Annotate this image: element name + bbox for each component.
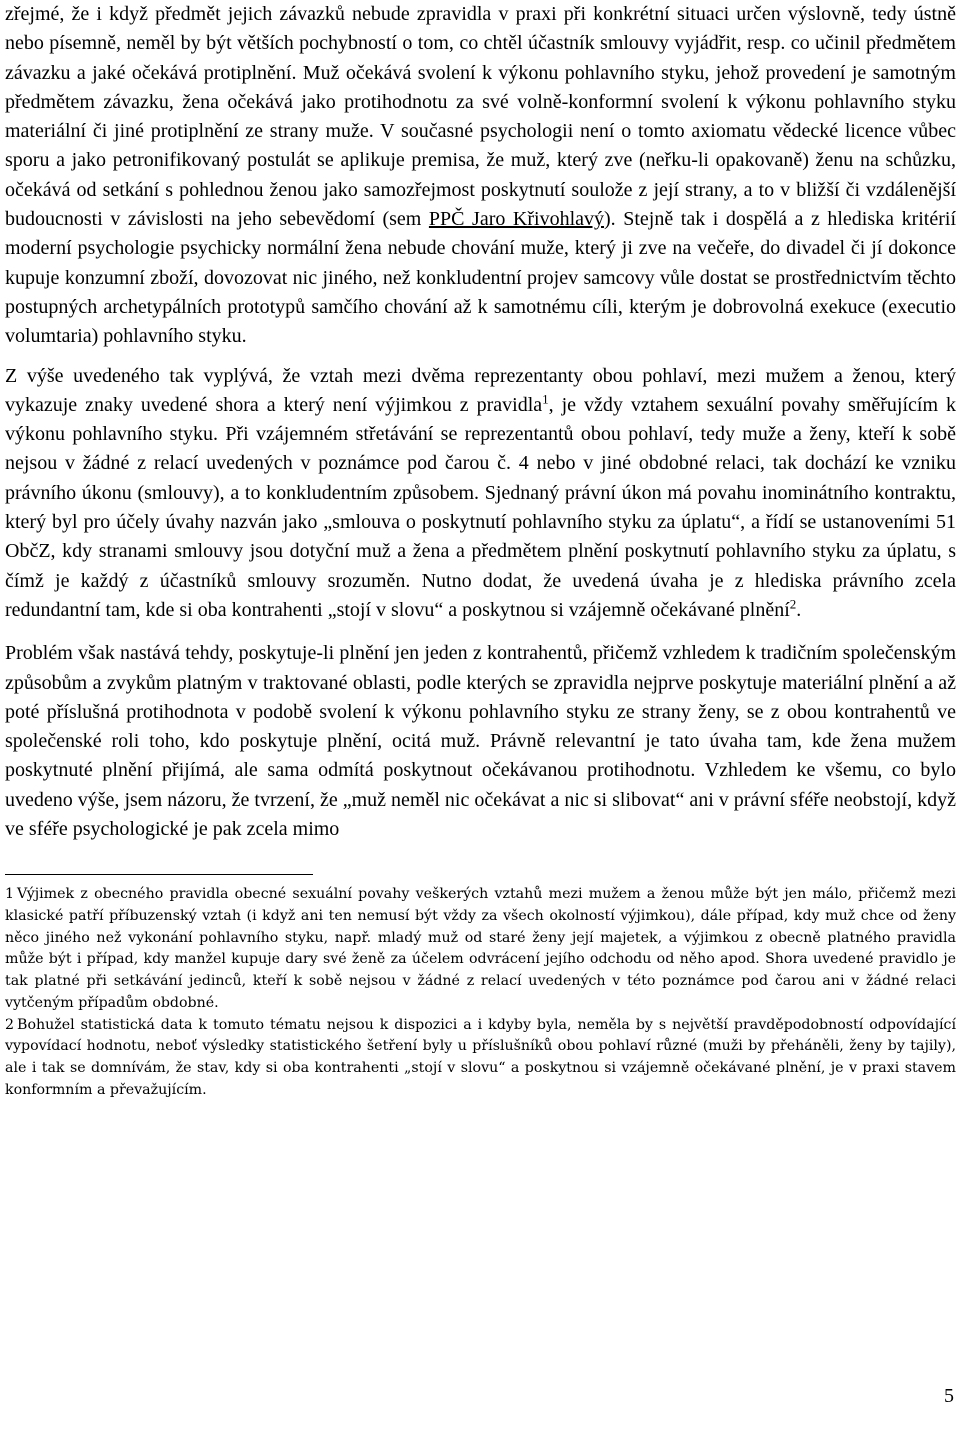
body-paragraph-2 <box>5 362 956 626</box>
footnote-divider <box>5 874 313 875</box>
reference-link[interactable]: PPČ Jaro Křivohlavý <box>428 208 605 231</box>
footnote-ref-1[interactable]: 1 <box>542 391 549 407</box>
footnote-1 <box>5 884 956 1014</box>
footnote-text: Bohužel statistická data k tomuto tématu nejsou k dispozici a i kdyby byla, neměla by s největší pravděpodobností odpovídající vypovídací hodnotu, neboť výsledky statistického šetření byly u příslušníků obou pohlaví různé (muži by přeháněli, ženy by tajily), ale i tak se domnívám, že stav, kdy si oba kontrahenti „stojí v slovu“ a poskytnou si vzájemně očekávané plnění, je v praxi stavem konformním a převažujícím. <box>5 1016 956 1098</box>
footnote-number: 2 <box>5 1016 15 1033</box>
footnote-2 <box>5 1015 956 1102</box>
page-number: 5 <box>944 1385 954 1407</box>
paragraph-2-text-a: Z výše uvedeného tak vyplývá, že vztah mezi dvěma reprezentanty obou pohlaví, mezi mužem a ženou, který vykazuje znaky uvedené shora a který není výjimkou z pravidla <box>5 364 956 416</box>
paragraph-1-text-a: zřejmé, že i když předmět jejich závazků nebude zpravidla v praxi při konkrétní situaci určen výslovně, tedy ústně nebo písemně, neměl by být větších pochybností o tom, co chtěl účastník smlouvy vyjádřit, resp. co učinil předmětem závazku a jaké očekává protiplnění. Muž očekává svolení k výkonu pohlavního styku, jehož provedení je samotným předmětem závazku, žena očekává jako protihodnotu za své volně-konformní svolení k výkonu pohlavního styku materiální či jiné protiplnění ze strany muže. V současné psychologii není o tomto axiomatu vědecké licence vůbec sporu a jako petronifikovaný postulát se aplikuje premisa, že muž, který zve (neřku-li opakovaně) ženu na schůzku, očekává od setkání s pohlednou ženou jako samozřejmost poskytnutí soulože z její strany, a to v bližší či vzdálenější budoucnosti v závislosti na jeho sebevědomí (sem <box>5 3 956 231</box>
footnote-number: 1 <box>5 886 15 903</box>
paragraph-1-text-b: ). Stejně tak i dospělá a z hlediska kritérií moderní psychologie psychicky normální žena nebude chování muže, který ji zve na večeře, do divadel či jí dokonce kupuje konzumní zboží, dovozovat nic jiného, než konkludentní projev samcovy vůle dostat se prostřednictvím těchto postupných archetypálních prototypů samčího chování až k samotnému cíli, kterým je dobrovolná exekuce (executio volumtaria) pohlavního styku. <box>5 208 956 348</box>
body-paragraph-3: Problém však nastává tehdy, poskytuje-li plnění jen jeden z kontrahentů, přičemž vzhledem k tradičním společenským způsobům a zvykům platným v traktované oblasti, podle kterých se zpravidla nejprve poskytuje materiální plnění a až poté příslušná protihodnota v podobě svolení k výkonu pohlavního styku ze strany ženy, se z obou kontrahentů ve společenské roli toho, kdo poskytuje plnění, ocitá muž. Právně relevantní je tato úvaha tam, kde žena mužem poskytnuté plnění přijímá, ale sama odmítá poskytnout očekávanou protihodnotu. Vzhledem ke všemu, co bylo uvedeno výše, jsem názoru, že tvrzení, že „muž neměl nic očekávat a nic si slibovat“ ani v právní sféře neobstojí, když ve sféře psychologické je pak zcela mimo <box>5 642 956 841</box>
paragraph-2-text-c: . <box>796 598 802 621</box>
body-paragraph-1 <box>5 0 956 352</box>
paragraph-2-text-b: , je vždy vztahem sexuální povahy směřujícím k výkonu pohlavního styku. Při vzájemném střetávání se reprezentantů obou pohlaví, tedy muže a ženy, kteří k sobě nejsou v žádné z relací uvedených v poznámce pod čarou č. 4 nebo v jiné obdobné relaci, tak dochází ke vzniku právního úkonu (smlouvy), a to konkludentním způsobem. Sjednaný právní úkon má povahu inominátního kontraktu, který byl pro účely úvahy nazván jako „smlouva o poskytnutí pohlavního styku za úplatu“, a řídí se ustanoveními 51 ObčZ, kdy stranami smlouvy jsou dotyční muž a žena a předmětem plnění poskytnutí pohlavního styku za úplatu, s čímž je každý z účastníků smlouvy srozuměn. Nutno dodat, že uvedená úvaha je z hlediska právního zcela redundantní tam, kde si oba kontrahenti „stojí v slovu“ a poskytnou si vzájemně očekávané plnění <box>5 393 956 621</box>
footnote-text: Výjimek z obecného pravidla obecné sexuální povahy veškerých vztahů mezi mužem a ženou může být jen málo, přičemž mezi klasické patří příbuzenský vztah (i když ani ten nemusí být vždy za všech okolností výjimkou), dále případ, kdy muž chce od ženy něco jiného než vykonání pohlavního styku, např. mladý muž od staré ženy její majetek, a výjimkou z obecně platného pravidla může být i případ, kdy manžel kupuje dary své ženě za účelem odvrácení jejího odchodu od něho apod. Shora uvedené pravidlo je tak platné při setkávání jedinců, kteří k sobě nejsou v žádné z relací uvedených v této poznámce pod čarou ani v žádné relaci vytčeným případům obdobné. <box>5 886 956 1011</box>
footnote-ref-2[interactable]: 2 <box>789 596 797 612</box>
